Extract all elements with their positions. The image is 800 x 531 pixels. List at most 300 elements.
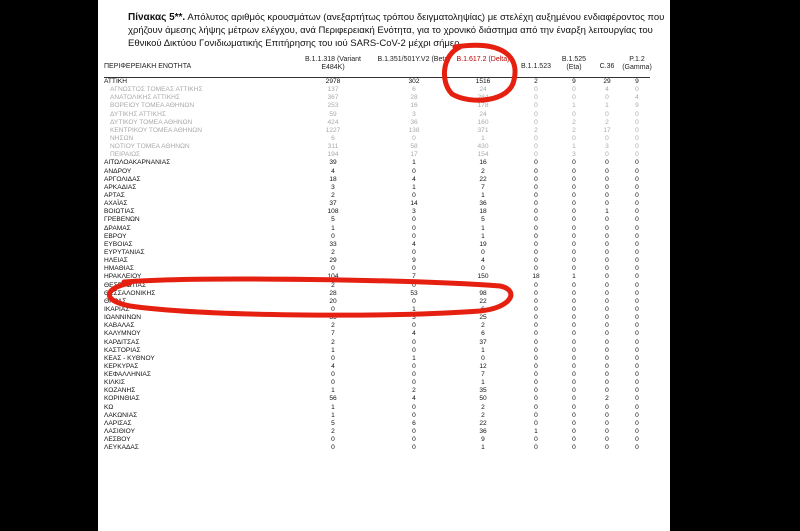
- table-row: [104, 151, 650, 159]
- cell-value: 0: [534, 436, 538, 444]
- cell-value: 0: [572, 191, 576, 199]
- cell-value: 0: [534, 94, 538, 102]
- cell-value: 0: [534, 175, 538, 183]
- cell-value: 0: [605, 346, 609, 354]
- cell-value: 0: [635, 395, 639, 403]
- region-name: ΔΥΤΙΚΟΥ ΤΟΜΕΑ ΑΘΗΝΩΝ: [110, 118, 193, 126]
- region-name: ΑΧΑΪΑΣ: [104, 200, 128, 208]
- region-name: ΑΡΚΑΔΙΑΣ: [104, 183, 137, 191]
- region-name: ΛΑΚΩΝΙΑΣ: [104, 411, 138, 419]
- cell-value: 1: [331, 346, 335, 354]
- caption-title: Πίνακας 5**.: [128, 12, 186, 23]
- cell-value: 0: [572, 419, 576, 427]
- cell-value: 9: [635, 102, 639, 110]
- cell-value: 4: [481, 257, 485, 265]
- table-row: [104, 420, 650, 428]
- cell-value: 0: [534, 362, 538, 370]
- cell-value: 0: [572, 289, 576, 297]
- cell-value: 0: [534, 305, 538, 313]
- cell-value: 36: [479, 200, 487, 208]
- cell-value: 0: [572, 224, 576, 232]
- cell-value: 0: [605, 403, 609, 411]
- table-row: [104, 249, 650, 257]
- cell-value: 0: [635, 305, 639, 313]
- cell-value: 160: [477, 118, 489, 126]
- table-row: [104, 159, 650, 167]
- cell-value: 2: [534, 126, 538, 134]
- cell-value: 14: [410, 200, 418, 208]
- cell-value: 0: [605, 248, 609, 256]
- cell-value: 0: [635, 216, 639, 224]
- cell-value: 0: [605, 411, 609, 419]
- cell-value: 0: [635, 183, 639, 191]
- cell-value: 0: [572, 159, 576, 167]
- cell-value: 59: [329, 110, 337, 118]
- cell-value: 302: [408, 78, 420, 85]
- cell-value: 33: [329, 240, 337, 248]
- cell-value: 0: [635, 322, 639, 330]
- cell-value: 0: [605, 314, 609, 322]
- cell-value: 0: [412, 411, 416, 419]
- cell-value: 22: [479, 419, 487, 427]
- cell-value: 0: [605, 371, 609, 379]
- cell-value: 0: [534, 444, 538, 452]
- region-name: ΚΑΒΑΛΑΣ: [104, 322, 135, 330]
- cell-value: 0: [635, 224, 639, 232]
- cell-value: 0: [605, 257, 609, 265]
- cell-value: 0: [534, 232, 538, 240]
- cell-value: 0: [412, 265, 416, 273]
- cell-value: 2: [412, 387, 416, 395]
- table-row: [104, 371, 650, 379]
- cell-value: 284: [477, 94, 489, 102]
- cell-value: 29: [603, 78, 611, 85]
- cell-value: 28: [410, 94, 418, 102]
- region-name: ΚΟΖΑΝΗΣ: [104, 387, 136, 395]
- region-name: ΚΑΛΥΜΝΟΥ: [104, 330, 141, 338]
- region-name: ΝΟΤΙΟΥ ΤΟΜΕΑ ΑΘΗΝΩΝ: [110, 143, 190, 151]
- cell-value: 0: [635, 314, 639, 322]
- cell-value: 36: [479, 428, 487, 436]
- region-name: ΕΥΡΥΤΑΝΙΑΣ: [104, 248, 145, 256]
- cell-value: 0: [412, 371, 416, 379]
- header-c2: B.1.351/501Y.V2 (Beta): [377, 56, 451, 63]
- cell-value: 0: [635, 338, 639, 346]
- cell-value: 29: [329, 257, 337, 265]
- table-row: [104, 444, 650, 452]
- cell-value: 0: [635, 110, 639, 118]
- cell-value: 0: [605, 240, 609, 248]
- table-row: [104, 168, 650, 176]
- region-name: ΗΜΑΘΙΑΣ: [104, 265, 134, 273]
- cell-value: 0: [635, 289, 639, 297]
- cell-value: 0: [605, 151, 609, 159]
- cell-value: 58: [410, 143, 418, 151]
- region-name: ΝΗΣΩΝ: [110, 134, 134, 142]
- cell-value: 1: [331, 411, 335, 419]
- cell-value: 2: [572, 118, 576, 126]
- cell-value: 0: [331, 444, 335, 452]
- cell-value: 0: [534, 118, 538, 126]
- region-name: ΘΕΣΠΡΩΤΙΑΣ: [104, 281, 147, 289]
- region-name: ΛΕΥΚΑΔΑΣ: [104, 444, 139, 452]
- region-name: ΚΕΦΑΛΛΗΝΙΑΣ: [104, 371, 151, 379]
- cell-value: 4: [331, 167, 335, 175]
- table-row: [104, 208, 650, 216]
- cell-value: 0: [412, 338, 416, 346]
- table-row: [104, 404, 650, 412]
- cell-value: 0: [534, 354, 538, 362]
- caption-text: Απόλυτος αριθμός κρουσμάτων (ανεξαρτήτως τρόπου δειγματοληψίας) με στελέχη αυξημένου ενδιαφέροντος που χρήζουν άμεσης λήψης μέτρων ελέγχου, ανά Περιφερειακή Ενότητα, για το χρονικό διάστημα από την έναρξη λειτουργίας του Εθνικού Δικτύου Γονιδιωματικής Επιτήρησης του ιού SARS-CoV-2 μέχρι σήμερ: [128, 12, 665, 49]
- cell-value: 0: [534, 216, 538, 224]
- region-name: ΚΙΛΚΙΣ: [104, 379, 125, 387]
- region-name: ΒΟΡΕΙΟΥ ΤΟΜΕΑ ΑΘΗΝΩΝ: [110, 102, 195, 110]
- table-row: [104, 363, 650, 371]
- cell-value: 0: [572, 110, 576, 118]
- cell-value: 0: [635, 257, 639, 265]
- cell-value: 1: [412, 354, 416, 362]
- cell-value: 9: [412, 257, 416, 265]
- cell-value: 0: [534, 248, 538, 256]
- cell-value: 3: [412, 208, 416, 216]
- region-name: ΙΩΑΝΝΙΝΩΝ: [104, 314, 141, 322]
- table-row: [104, 412, 650, 420]
- cell-value: 0: [572, 436, 576, 444]
- cell-value: 0: [412, 134, 416, 142]
- cell-value: 0: [605, 330, 609, 338]
- cell-value: 0: [605, 183, 609, 191]
- cell-value: 0: [534, 86, 538, 94]
- cell-value: 0: [534, 281, 538, 289]
- cell-value: 0: [635, 403, 639, 411]
- cell-value: 12: [479, 362, 487, 370]
- cell-value: 0: [572, 208, 576, 216]
- cell-value: 0: [635, 134, 639, 142]
- cell-value: 104: [327, 273, 339, 281]
- table-row: [104, 135, 650, 143]
- table-row: [104, 176, 650, 184]
- region-name: ΕΥΒΟΙΑΣ: [104, 240, 133, 248]
- cell-value: 0: [534, 403, 538, 411]
- cell-value: 0: [635, 86, 639, 94]
- cell-value: 0: [572, 175, 576, 183]
- cell-value: 367: [327, 94, 339, 102]
- header-c3: B.1.617.2 (Delta): [456, 56, 510, 63]
- region-name: ΚΕΡΚΥΡΑΣ: [104, 362, 139, 370]
- cell-value: 1: [481, 444, 485, 452]
- cell-value: 6: [412, 419, 416, 427]
- cell-value: 0: [572, 314, 576, 322]
- table-row: [104, 119, 650, 127]
- cell-value: 16: [410, 102, 418, 110]
- cell-value: 0: [412, 346, 416, 354]
- cell-value: 0: [412, 322, 416, 330]
- cell-value: 5: [481, 216, 485, 224]
- table-row: [104, 184, 650, 192]
- cell-value: 22: [479, 175, 487, 183]
- cell-value: 0: [572, 86, 576, 94]
- region-name: ΑΝΔΡΟΥ: [104, 167, 132, 175]
- cell-value: 0: [534, 183, 538, 191]
- table-row: [104, 94, 650, 102]
- cell-value: 1: [481, 379, 485, 387]
- cell-value: 0: [605, 428, 609, 436]
- cell-value: 0: [605, 297, 609, 305]
- cell-value: 56: [329, 395, 337, 403]
- cell-value: 1: [481, 134, 485, 142]
- cell-value: 0: [635, 175, 639, 183]
- cell-value: 0: [572, 428, 576, 436]
- cell-value: 0: [534, 102, 538, 110]
- cell-value: 20: [329, 297, 337, 305]
- cell-value: 0: [534, 346, 538, 354]
- cell-value: 0: [331, 379, 335, 387]
- cell-value: 4: [412, 395, 416, 403]
- cell-value: 3: [412, 110, 416, 118]
- cell-value: 0: [605, 379, 609, 387]
- cell-value: 39: [329, 159, 337, 167]
- cell-value: 0: [635, 346, 639, 354]
- cell-value: 0: [635, 240, 639, 248]
- cell-value: 4: [635, 94, 639, 102]
- cell-value: 0: [572, 265, 576, 273]
- cell-value: 0: [534, 289, 538, 297]
- cell-value: 0: [605, 338, 609, 346]
- table-row: [104, 298, 650, 306]
- cell-value: 0: [635, 428, 639, 436]
- cell-value: 1: [331, 403, 335, 411]
- cell-value: 0: [605, 387, 609, 395]
- cell-value: 6: [481, 305, 485, 313]
- cell-value: 0: [534, 191, 538, 199]
- cell-value: 0: [331, 232, 335, 240]
- cell-value: 0: [572, 297, 576, 305]
- table-row: [104, 200, 650, 208]
- cell-value: 0: [605, 289, 609, 297]
- table-row: [104, 379, 650, 387]
- cell-value: 2: [605, 395, 609, 403]
- table-row: [104, 330, 650, 338]
- cell-value: 0: [635, 248, 639, 256]
- cell-value: 2: [331, 428, 335, 436]
- cell-value: 0: [572, 281, 576, 289]
- table-row: [104, 241, 650, 249]
- cell-value: 0: [605, 175, 609, 183]
- cell-value: 0: [605, 110, 609, 118]
- cell-value: 2: [534, 78, 538, 85]
- cell-value: 16: [479, 159, 487, 167]
- cell-value: 1: [572, 273, 576, 281]
- cell-value: 178: [477, 102, 489, 110]
- region-name: ΠΕΙΡΑΙΩΣ: [110, 151, 141, 159]
- region-name: ΚΑΡΔΙΤΣΑΣ: [104, 338, 140, 346]
- region-name: ΑΡΓΟΛΙΔΑΣ: [104, 175, 141, 183]
- table-row: [104, 192, 650, 200]
- cell-value: 36: [410, 118, 418, 126]
- cell-value: 0: [572, 395, 576, 403]
- cell-value: 0: [605, 305, 609, 313]
- cell-value: 0: [605, 191, 609, 199]
- cell-value: 0: [572, 338, 576, 346]
- table-row: [104, 322, 650, 330]
- cell-value: 0: [605, 216, 609, 224]
- cell-value: 0: [412, 167, 416, 175]
- cell-value: 1: [605, 208, 609, 216]
- cell-value: 424: [327, 118, 339, 126]
- cell-value: 0: [534, 265, 538, 273]
- cell-value: 22: [479, 297, 487, 305]
- document-page: [98, 0, 670, 531]
- cell-value: 0: [605, 200, 609, 208]
- table-row: [104, 143, 650, 151]
- cell-value: 0: [635, 354, 639, 362]
- cell-value: 0: [412, 281, 416, 289]
- region-name: ΘΕΣΣΑΛΟΝΙΚΗΣ: [104, 289, 156, 297]
- cell-value: 0: [534, 200, 538, 208]
- cell-value: 0: [412, 248, 416, 256]
- table-row: [104, 265, 650, 273]
- region-name: ΕΒΡΟΥ: [104, 232, 127, 240]
- cell-value: 0: [534, 387, 538, 395]
- cell-value: 3: [572, 151, 576, 159]
- cell-value: 50: [479, 395, 487, 403]
- region-name: ΗΡΑΚΛΕΙΟΥ: [104, 273, 142, 281]
- cell-value: 53: [410, 289, 418, 297]
- cell-value: 0: [635, 362, 639, 370]
- table-row: [104, 282, 650, 290]
- cell-value: 9: [635, 78, 639, 85]
- table-row: [104, 216, 650, 224]
- cell-value: 0: [534, 395, 538, 403]
- cell-value: 24: [479, 110, 487, 118]
- cell-value: 17: [410, 151, 418, 159]
- cell-value: 1: [412, 305, 416, 313]
- cell-value: 0: [635, 371, 639, 379]
- cell-value: 150: [477, 273, 489, 281]
- cell-value: 0: [572, 322, 576, 330]
- cell-value: 0: [412, 297, 416, 305]
- cell-value: 0: [534, 411, 538, 419]
- region-name: ΙΚΑΡΙΑΣ: [104, 305, 130, 313]
- cell-value: 0: [572, 94, 576, 102]
- cell-value: 0: [605, 94, 609, 102]
- cell-value: 1: [534, 428, 538, 436]
- cell-value: 0: [534, 167, 538, 175]
- cell-value: 0: [572, 200, 576, 208]
- cell-value: 0: [572, 134, 576, 142]
- header-c7: P.1.2 (Gamma): [622, 56, 652, 71]
- region-name: ΛΑΡΙΣΑΣ: [104, 419, 132, 427]
- cell-value: 138: [408, 126, 420, 134]
- region-name: ΔΡΑΜΑΣ: [104, 224, 131, 232]
- cell-value: 0: [635, 143, 639, 151]
- cell-value: 2: [481, 322, 485, 330]
- cell-value: 0: [605, 322, 609, 330]
- cell-value: 0: [412, 216, 416, 224]
- cell-value: 0: [481, 265, 485, 273]
- cell-value: 0: [534, 379, 538, 387]
- cell-value: 1: [481, 191, 485, 199]
- cell-value: 0: [635, 444, 639, 452]
- cell-value: 3: [605, 143, 609, 151]
- cell-value: 0: [412, 428, 416, 436]
- cell-value: 35: [329, 314, 337, 322]
- cell-value: 0: [534, 134, 538, 142]
- cell-value: 0: [481, 354, 485, 362]
- cell-value: 37: [479, 338, 487, 346]
- cell-value: 0: [635, 411, 639, 419]
- cell-value: 0: [331, 265, 335, 273]
- cell-value: 0: [605, 436, 609, 444]
- cell-value: 9: [572, 78, 576, 85]
- cell-value: 0: [412, 191, 416, 199]
- cell-value: 18: [479, 208, 487, 216]
- cell-value: 1516: [475, 78, 491, 85]
- cell-value: 0: [331, 305, 335, 313]
- cell-value: 7: [481, 371, 485, 379]
- cell-value: 0: [635, 208, 639, 216]
- cell-value: 0: [572, 379, 576, 387]
- cell-value: 0: [572, 362, 576, 370]
- cell-value: 3: [331, 183, 335, 191]
- cell-value: 0: [605, 362, 609, 370]
- cell-value: 2: [572, 126, 576, 134]
- cell-value: 0: [534, 322, 538, 330]
- cell-value: 0: [534, 208, 538, 216]
- cell-value: 0: [635, 379, 639, 387]
- cell-value: 4: [412, 330, 416, 338]
- table-row: [104, 347, 650, 355]
- cell-value: 137: [327, 86, 339, 94]
- region-name: ΘΗΡΑΣ: [104, 297, 127, 305]
- cell-value: 108: [327, 208, 339, 216]
- region-name: ΑΙΤΩΛΟΑΚΑΡΝΑΝΙΑΣ: [104, 159, 171, 167]
- cell-value: 7: [481, 183, 485, 191]
- table-row: [104, 290, 650, 298]
- cell-value: 194: [327, 151, 339, 159]
- cell-value: 18: [329, 175, 337, 183]
- cell-value: 35: [479, 387, 487, 395]
- cell-value: 0: [572, 371, 576, 379]
- cell-value: 4: [331, 362, 335, 370]
- cell-value: 0: [635, 273, 639, 281]
- cell-value: 0: [635, 232, 639, 240]
- region-name: ΑΝΑΤΟΛΙΚΗΣ ΑΤΤΙΚΗΣ: [110, 94, 180, 102]
- cell-value: 0: [572, 354, 576, 362]
- table-row: [104, 387, 650, 395]
- cell-value: 1: [481, 346, 485, 354]
- cell-value: 0: [572, 403, 576, 411]
- region-name: ΑΡΤΑΣ: [104, 191, 125, 199]
- cell-value: 25: [479, 314, 487, 322]
- cell-value: 0: [331, 436, 335, 444]
- region-name: ΓΡΕΒΕΝΩΝ: [104, 216, 140, 224]
- cell-value: 2: [331, 248, 335, 256]
- cell-value: 0: [635, 419, 639, 427]
- cell-value: 253: [327, 102, 339, 110]
- cell-value: 0: [572, 387, 576, 395]
- cell-value: 1227: [325, 126, 341, 134]
- table-row: [104, 428, 650, 436]
- region-name: ΑΤΤΙΚΗ: [104, 78, 127, 85]
- cell-value: 1: [331, 387, 335, 395]
- cell-value: 0: [534, 224, 538, 232]
- cell-value: 0: [572, 167, 576, 175]
- cell-value: 0: [635, 297, 639, 305]
- cell-value: 0: [481, 248, 485, 256]
- header-c5: B.1.525 (Eta): [561, 56, 587, 71]
- table-row: [104, 78, 650, 86]
